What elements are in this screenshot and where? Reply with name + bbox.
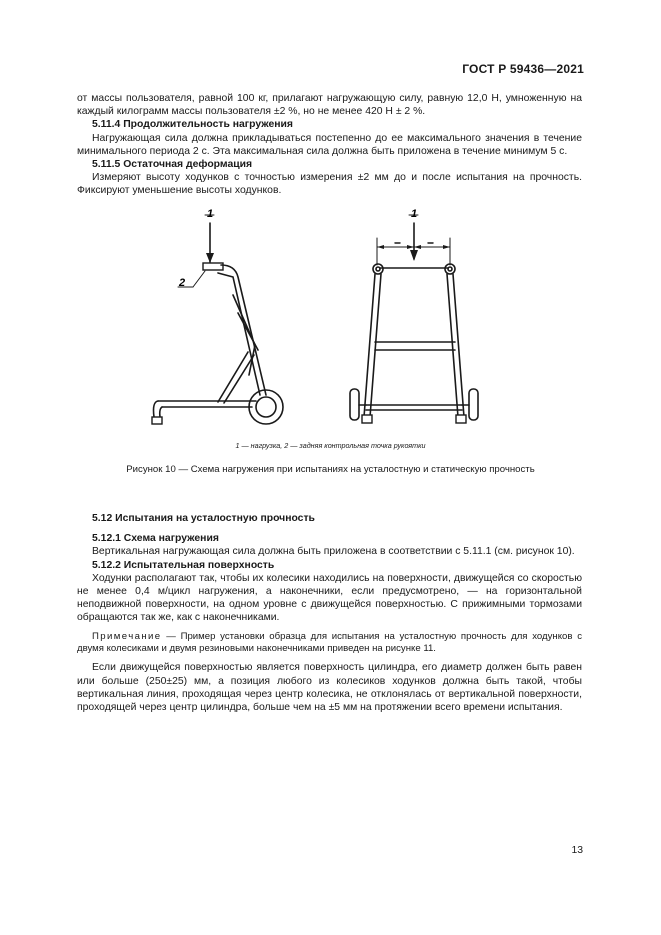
arrow-head: [206, 253, 214, 263]
section-heading-5-12-1: 5.12.1 Схема нагружения: [92, 533, 219, 545]
note-label: Примечание: [92, 630, 162, 642]
label-1-left: 1: [207, 208, 214, 220]
figure-legend: 1 — нагрузка, 2 — задняя контрольная точка рукоятки: [235, 441, 426, 450]
note: [77, 631, 582, 656]
text-block-lower: [77, 512, 582, 714]
paragraph: от массы пользователя, равной 100 кг, прилагают нагружающую силу, равную 12,0 Н, умноженную на каждый килограмм массы пользователя ±2 %, но не менее 420 Н ± 2 %.: [77, 93, 582, 118]
walker-loading-diagram: [0, 195, 661, 440]
paragraph: Ходунки располагают так, чтобы их колесики находились на поверхности, движущейся со скоростью не менее 0,4 м/цикл нагружения, а наконечники, если предусмотрено, — на горизонтальной неподвижной поверхности, на одном уровне с движущейся поверхностью. С прижимными тормозами обращаются так же, как с наконечниками.: [77, 572, 582, 624]
standard-header: ГОСТ Р 59436—2021: [462, 62, 584, 76]
paragraph: Если движущейся поверхностью является поверхность цилиндра, его диаметр должен быть равен или больше (250±25) мм, а позиция любого из колесиков ходунков должна быть такой, чтобы вертикальная линия, проходящая через центр колесика, не отклонялась от вертикальной поверхности, проходящей через центр цилиндра, больше чем на ±5 мм на протяжении всего времени испытания.: [77, 662, 582, 714]
paragraph: Вертикальная нагружающая сила должна быть приложена в соответствии с 5.11.1 (см. рисунок 10).: [92, 546, 575, 558]
heading-text: 5.11.4 Продолжительность нагружения: [92, 119, 293, 131]
section-heading-5-12: 5.12 Испытания на усталостную прочность: [92, 513, 315, 524]
paragraph: Измеряют высоту ходунков с точностью измерения ±2 мм до и после испытания на прочность. Фиксируют уменьшение высоты ходунков.: [77, 172, 582, 197]
section-heading-5-11-5: 5.11.5 Остаточная деформация: [92, 159, 253, 171]
walker-front-view: [350, 215, 478, 423]
page-number: 13: [571, 845, 583, 856]
note-text: — Пример установки образца для испытания на усталостную прочность для ходунков с двумя колесиками и двумя резиновыми наконечниками приведен на рисунке 11.: [77, 630, 582, 655]
section-heading-5-12-2: 5.12.2 Испытательная поверхность: [92, 559, 275, 571]
grip-left: [373, 264, 383, 274]
figure-caption: Рисунок 10 — Схема нагружения при испытаниях на усталостную и статическую прочность: [126, 464, 535, 475]
walker-side-view: [152, 215, 283, 424]
wheel-inner: [256, 397, 276, 417]
paragraph: Нагружающая сила должна прикладываться постепенно до ее максимального значения в течение минимального периода 2 с. Эта максимальная сила должна быть приложена в течение минимум 5 с.: [77, 132, 582, 157]
label-1-right: 1: [411, 208, 418, 220]
handle-grip: [203, 263, 223, 270]
section-heading-5-11-4: [77, 118, 582, 131]
front-wheel-left: [350, 389, 359, 420]
front-wheel-right: [469, 389, 478, 420]
label-2-left: 2: [179, 277, 186, 289]
text-block-upper: [77, 92, 582, 198]
